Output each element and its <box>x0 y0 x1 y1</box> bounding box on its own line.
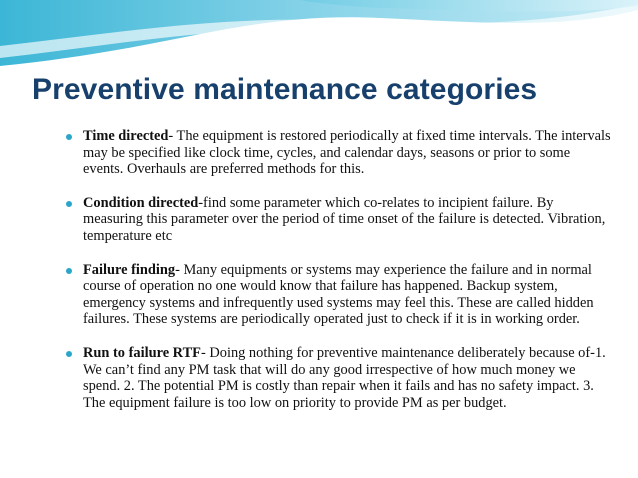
slide-title: Preventive maintenance categories <box>32 73 538 106</box>
bullet-term: Run to failure RTF <box>83 344 201 361</box>
bullet-list <box>66 128 614 428</box>
bullet-condition-directed <box>66 195 614 245</box>
bullet-time-directed <box>66 128 614 178</box>
wave-header-decoration <box>0 0 638 80</box>
bullet-text: - The equipment is restored periodically at fixed time intervals. The intervals may be specified like clock time, cycles, and calendar days, seasons or prior to some events. Overhauls are preferred methods for this. <box>83 128 611 178</box>
bullet-run-to-failure <box>66 345 614 411</box>
bullet-failure-finding <box>66 262 614 328</box>
bullet-text: -find some parameter which co-relates to incipient failure. By measuring this parameter over the period of time onset of the failure is detected. Vibration, temperature etc <box>83 194 606 244</box>
bullet-term: Failure finding <box>83 261 176 278</box>
bullet-text: - Doing nothing for preventive maintenance deliberately because of-1. We can’t find any PM task that will do any good irrespective of how much money we spend. 2. The potential PM is costly than repair when it fails and has no safety impact. 3. The equipment failure is too low on priority to provide PM as per budget. <box>83 344 606 411</box>
bullet-term: Time directed <box>83 128 169 144</box>
bullet-text: - Many equipments or systems may experience the failure and in normal course of operation no one would know that failure has happened. Backup system, emergency systems and infrequently used systems may feel this. These are called hidden failures. These systems are periodically operated just to check if it is in working order. <box>83 261 594 328</box>
bullet-term: Condition directed <box>83 194 199 211</box>
